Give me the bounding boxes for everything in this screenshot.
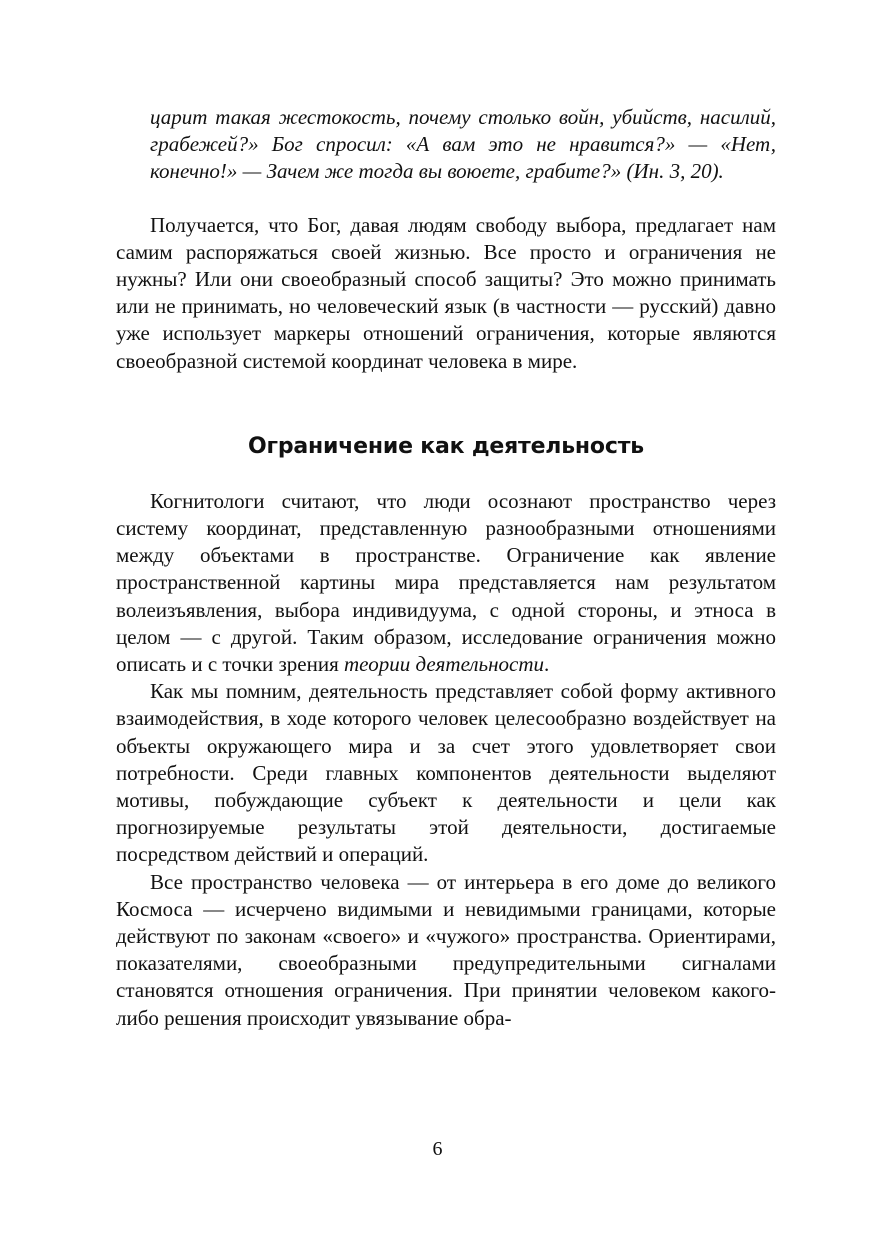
paragraph-cognitologists (116, 488, 776, 678)
quotation-block: царит такая жестокость, почему столько войн, убийств, насилий, грабежей?» Бог спросил: «А вам это не нравится?» — «Нет, конечно!» — Зачем же тогда вы воюете, грабите?» (Ин. 3, 20). (150, 105, 776, 184)
paragraph-text: Когнитологи считают, что люди осознают пространство через систему координат, представленную разнообразными отношениями между объектами в пространстве. Ограничение как явление пространственной картины мира представляется нам результатом волеизъявления, выбора индивидуума, с одной стороны, и этноса в целом — с другой. Таким образом, исследование ограничения можно описать и с точки зрения (116, 488, 776, 677)
section-heading: Ограничение как деятельность (248, 433, 644, 459)
paragraph-space: Все пространство человека — от интерьера в его доме до великого Космоса — исчерчено видимыми и невидимыми границами, которые действуют по законам «своего» и «чужого» пространства. Ориентирами, показателями, своеобразными предупредительными сигналами становятся отношения ограничения. При принятии человеком какого-либо решения происходит увязывание обра- (116, 869, 776, 1030)
intro-paragraph: Получается, что Бог, давая людям свободу выбора, предлагает нам самим распоряжаться своей жизнью. Все просто и ограничения не нужны? Или они своеобразный способ защиты? Это можно принимать или не принимать, но человеческий язык (в частности — русский) давно уже использует маркеры отношений ограничения, которые являются своеобразной системой координат человека в мире. (116, 212, 776, 373)
page-body (116, 104, 776, 1032)
emphasis-term: теории деятельности (344, 652, 545, 677)
paragraph-activity: Как мы помним, деятельность представляет собой форму активного взаимодействия, в ходе которого человек целесообразно воздействует на объекты окружающего мира и за счет этого удовлетворяет свои потребности. Среди главных компонентов деятельности выделяют мотивы, побуждающие субъект к деятельности и цели как прогнозируемые результаты этой деятельности, достигаемые посредством действий и операций. (116, 679, 776, 867)
page-number: 6 (432, 1138, 443, 1160)
paragraph-end: . (544, 652, 550, 677)
